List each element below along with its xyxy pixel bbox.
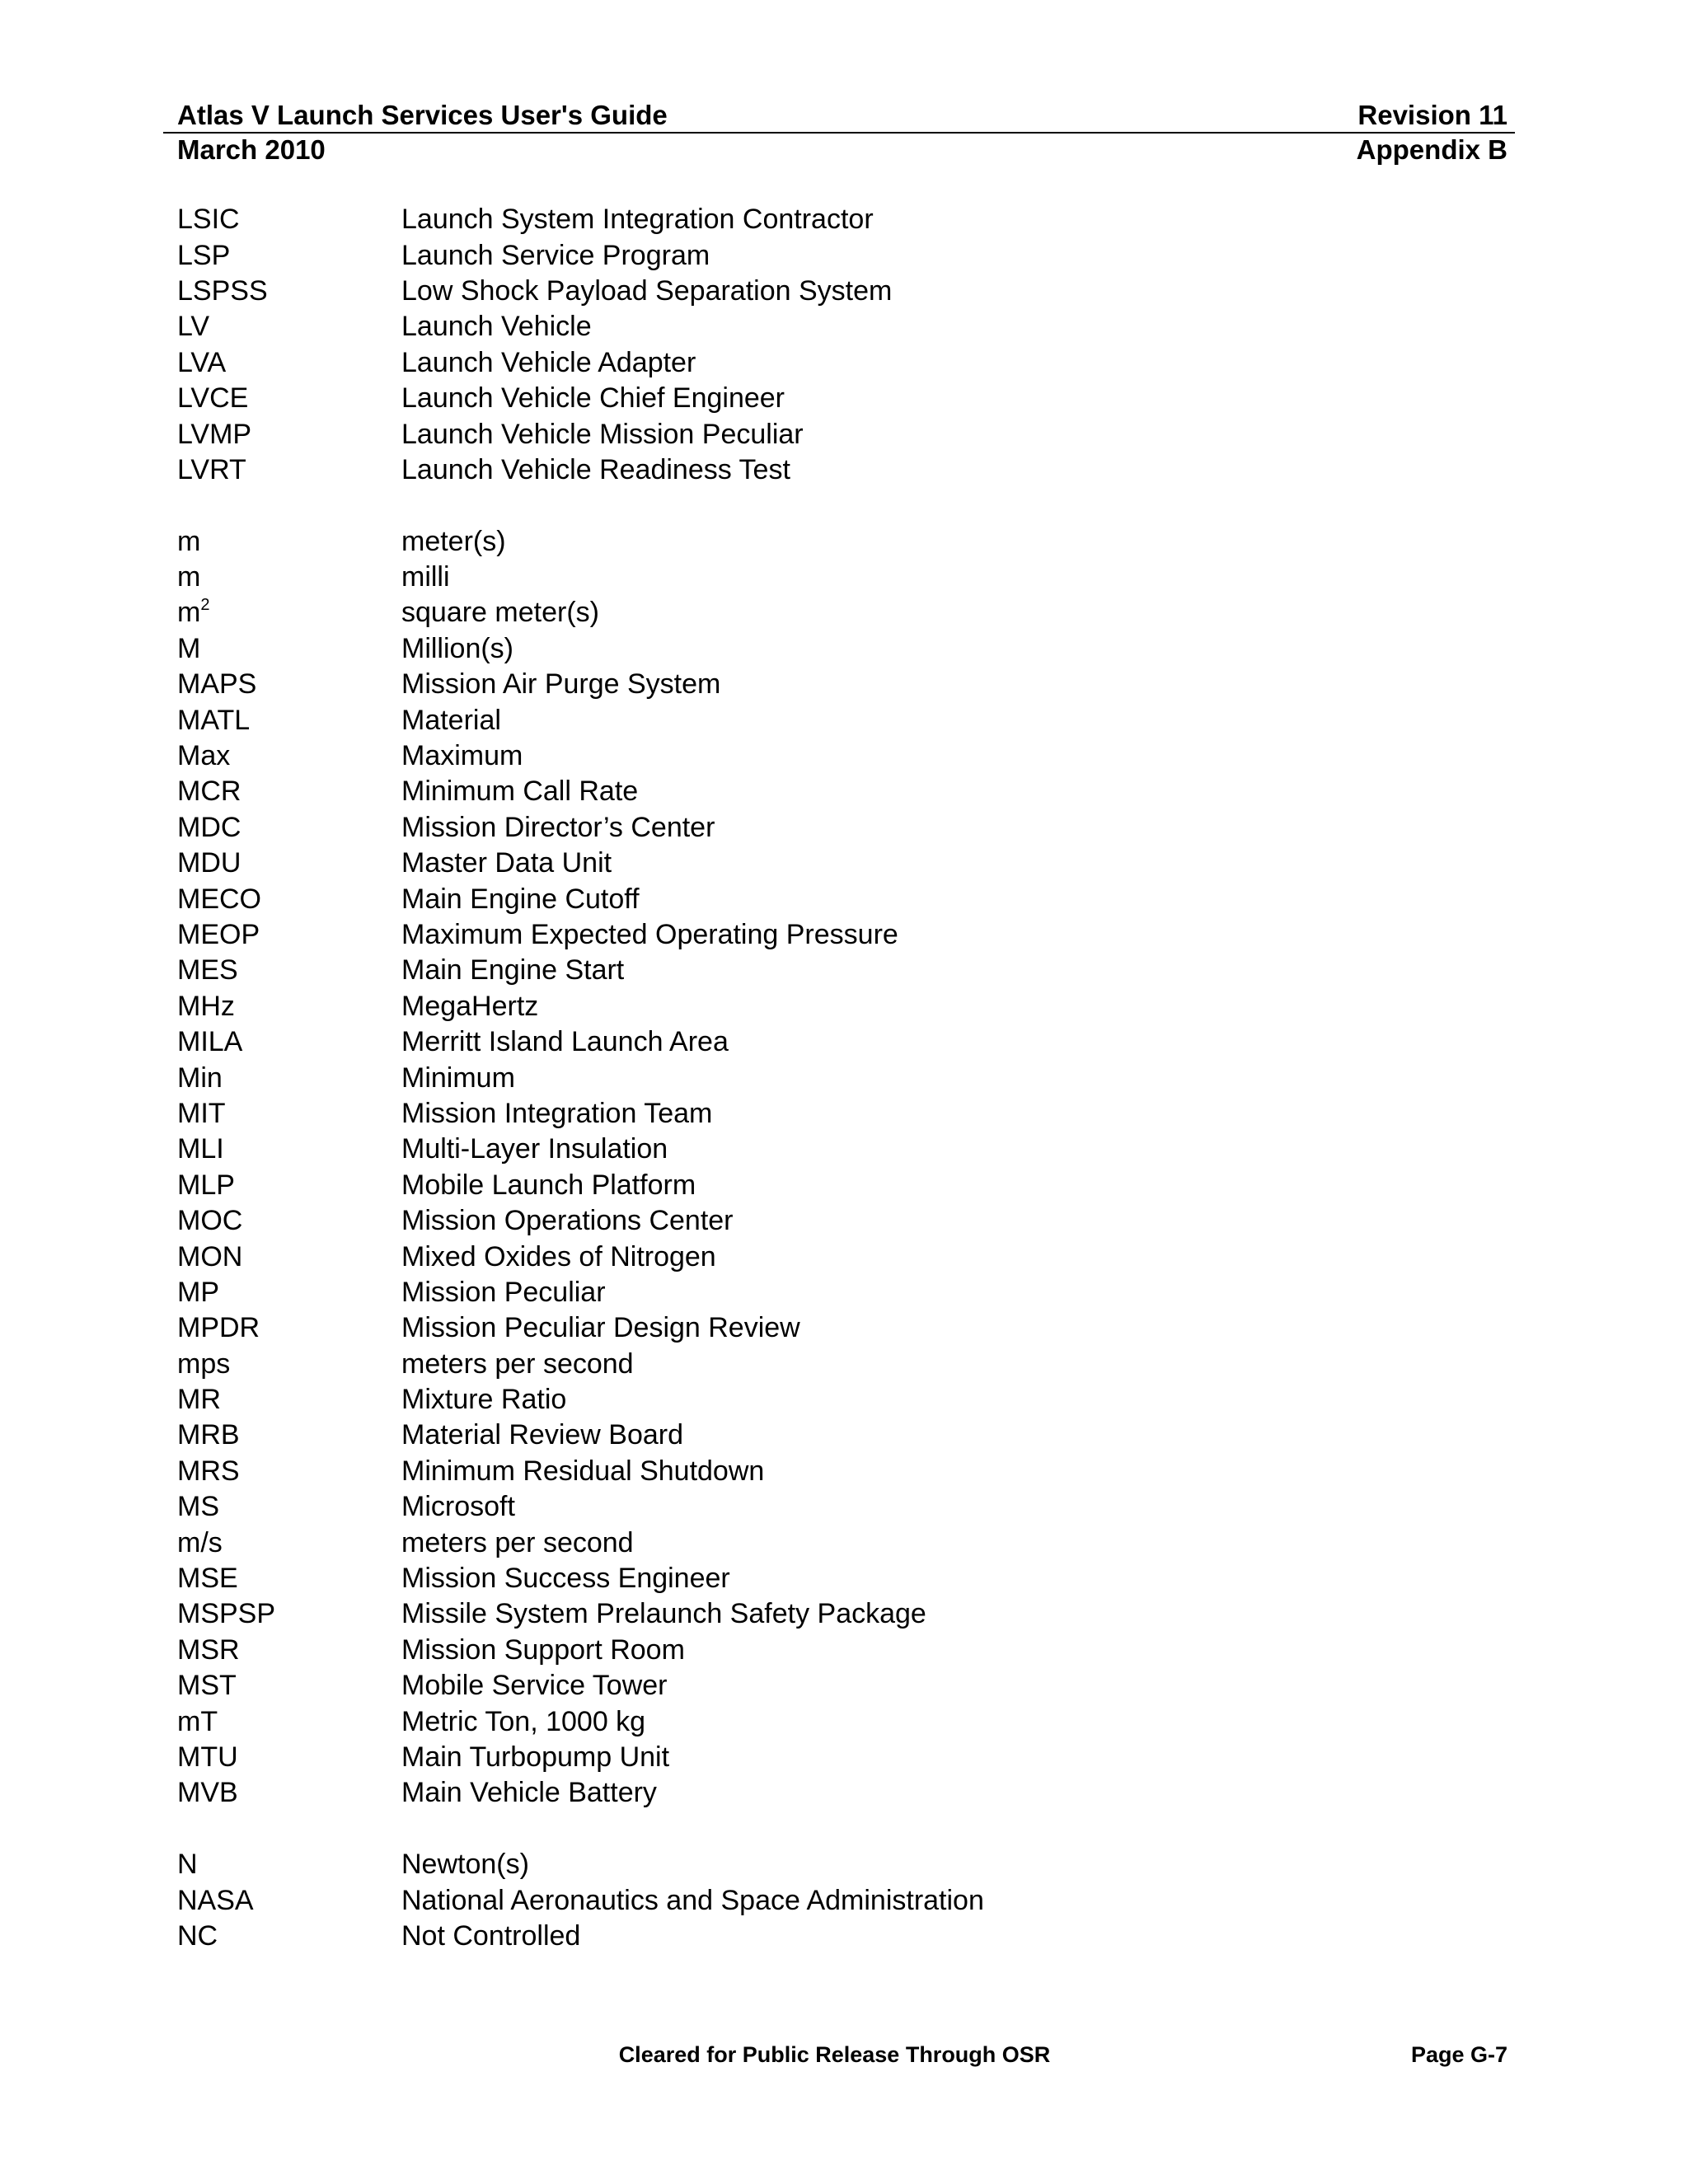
- acronym-text: Max: [177, 740, 231, 772]
- glossary-entry: [177, 1060, 1507, 1095]
- acronym-text: MILA: [177, 1026, 243, 1058]
- acronym: [177, 275, 401, 307]
- acronym: [177, 382, 401, 415]
- glossary-entry: [177, 237, 1507, 273]
- acronym-text: MVB: [177, 1777, 238, 1809]
- glossary-entry: [177, 989, 1507, 1024]
- acronym-text: MEOP: [177, 919, 260, 950]
- acronym: [177, 633, 401, 665]
- definition: Launch Vehicle Chief Engineer: [401, 382, 785, 415]
- definition: Mission Integration Team: [401, 1097, 713, 1129]
- glossary-entry: [177, 1275, 1507, 1310]
- definition: Mixture Ratio: [401, 1384, 567, 1416]
- glossary-entry: [177, 1847, 1507, 1882]
- acronym: [177, 1741, 401, 1774]
- definition: Launch Service Program: [401, 239, 710, 271]
- document-date: March 2010: [177, 134, 326, 165]
- acronym: [177, 311, 401, 343]
- glossary-entry: [177, 774, 1507, 809]
- definition: MegaHertz: [401, 990, 539, 1022]
- acronym-text: LSIC: [177, 204, 240, 236]
- acronym-text: MLI: [177, 1133, 224, 1165]
- definition: Mixed Oxides of Nitrogen: [401, 1240, 716, 1272]
- acronym: [177, 812, 401, 844]
- acronym-text: m: [177, 525, 201, 557]
- acronym-text: LVCE: [177, 382, 249, 415]
- definition: Launch Vehicle Readiness Test: [401, 453, 790, 485]
- glossary-entry: [177, 345, 1507, 381]
- definition: Mobile Launch Platform: [401, 1169, 696, 1201]
- definition: Million(s): [401, 632, 513, 664]
- acronym-text: mT: [177, 1705, 218, 1737]
- glossary-entry: [177, 1239, 1507, 1274]
- acronym: [177, 454, 401, 486]
- definition: Minimum Call Rate: [401, 776, 639, 808]
- glossary-entry: [177, 1775, 1507, 1811]
- acronym: [177, 847, 401, 879]
- definition: Maximum Expected Operating Pressure: [401, 919, 898, 950]
- acronym: [177, 1312, 401, 1344]
- definition: Master Data Unit: [401, 847, 612, 879]
- acronym-text: m: [177, 561, 201, 593]
- definition: Mission Director’s Center: [401, 811, 715, 843]
- acronym-text: MS: [177, 1491, 219, 1523]
- glossary-entry: [177, 846, 1507, 881]
- glossary-entry: [177, 1740, 1507, 1775]
- glossary-entry: [177, 381, 1507, 416]
- glossary-entry: [177, 1596, 1507, 1632]
- definition: Launch Vehicle Mission Peculiar: [401, 418, 804, 450]
- acronym-text: N: [177, 1849, 198, 1881]
- acronym: [177, 1241, 401, 1273]
- glossary-group: [177, 1847, 1507, 1954]
- glossary-entry: [177, 1132, 1507, 1167]
- definition: Mission Support Room: [401, 1633, 685, 1666]
- page-number: Page G-7: [1410, 2042, 1507, 2067]
- acronym: [177, 1598, 401, 1630]
- acronym-text: MATL: [177, 704, 251, 736]
- acronym: [177, 740, 401, 772]
- acronym-text: mps: [177, 1347, 231, 1380]
- definition: Minimum: [401, 1062, 515, 1094]
- acronym-text: LVMP: [177, 418, 252, 450]
- definition: Mission Operations Center: [401, 1205, 734, 1237]
- glossary-entry: [177, 1668, 1507, 1704]
- header-row-bottom: [177, 134, 1507, 166]
- acronym: [177, 1277, 401, 1309]
- header-row-top: [177, 99, 1507, 132]
- acronym-text: MIT: [177, 1097, 226, 1129]
- glossary-entry: [177, 1168, 1507, 1203]
- acronym: [177, 597, 401, 629]
- glossary-entry: [177, 738, 1507, 774]
- acronym-text: MPDR: [177, 1312, 260, 1344]
- acronym-text: MLP: [177, 1169, 235, 1201]
- acronym-text: LSPSS: [177, 274, 268, 307]
- acronym-text: MCR: [177, 776, 241, 808]
- glossary-entry: [177, 202, 1507, 237]
- glossary-group: [177, 202, 1507, 488]
- glossary-entry: [177, 1454, 1507, 1489]
- acronym: [177, 1026, 401, 1058]
- glossary-entry: [177, 1919, 1507, 1954]
- glossary-entry: [177, 1024, 1507, 1060]
- acronym-text: MOC: [177, 1205, 243, 1237]
- glossary-entry: [177, 917, 1507, 953]
- acronym: [177, 883, 401, 916]
- glossary-group: [177, 524, 1507, 1811]
- definition: Main Engine Cutoff: [401, 883, 640, 915]
- acronym: [177, 1133, 401, 1165]
- glossary-entry: [177, 1882, 1507, 1918]
- acronym: [177, 1706, 401, 1738]
- glossary-entry: [177, 1561, 1507, 1596]
- glossary-entry: [177, 1704, 1507, 1739]
- acronym-text: MHz: [177, 990, 235, 1022]
- glossary-entry: [177, 1418, 1507, 1453]
- glossary-entry: [177, 631, 1507, 667]
- acronym: [177, 991, 401, 1023]
- acronym: [177, 919, 401, 951]
- definition: Launch Vehicle Adapter: [401, 346, 696, 378]
- acronym: [177, 1098, 401, 1130]
- glossary-entry: [177, 1347, 1507, 1382]
- glossary-entry: [177, 1633, 1507, 1668]
- acronym: [177, 1885, 401, 1917]
- acronym: [177, 954, 401, 987]
- acronym-text: MSE: [177, 1563, 238, 1595]
- glossary-entry: [177, 1203, 1507, 1239]
- acronym-glossary: [177, 202, 1507, 1990]
- definition: Launch Vehicle: [401, 311, 592, 343]
- appendix-label: Appendix B: [1356, 134, 1507, 165]
- acronym-text: MDU: [177, 847, 241, 879]
- definition: Missile System Prelaunch Safety Package: [401, 1598, 926, 1630]
- glossary-entry: [177, 953, 1507, 988]
- definition: Low Shock Payload Separation System: [401, 274, 893, 307]
- acronym-text: MDC: [177, 811, 241, 843]
- acronym: [177, 526, 401, 558]
- acronym-text: MST: [177, 1670, 237, 1702]
- acronym: [177, 1670, 401, 1702]
- revision-label: Revision 11: [1357, 100, 1507, 130]
- acronym: [177, 1062, 401, 1094]
- acronym-text: M: [177, 632, 201, 664]
- definition: Main Engine Start: [401, 954, 625, 987]
- acronym-text: MTU: [177, 1741, 238, 1773]
- glossary-entry: [177, 702, 1507, 738]
- acronym: [177, 1634, 401, 1666]
- definition: Mission Success Engineer: [401, 1563, 730, 1595]
- acronym-text: NC: [177, 1919, 218, 1952]
- acronym-text: LVA: [177, 346, 227, 378]
- definition: meters per second: [401, 1526, 634, 1558]
- release-note: Cleared for Public Release Through OSR: [618, 2042, 1051, 2067]
- definition: Material: [401, 704, 501, 736]
- definition: Mission Peculiar Design Review: [401, 1312, 800, 1344]
- definition: Multi-Layer Insulation: [401, 1133, 668, 1165]
- glossary-entry: [177, 1310, 1507, 1346]
- acronym-text: LV: [177, 311, 210, 343]
- definition: square meter(s): [401, 597, 599, 629]
- definition: Mission Peculiar: [401, 1276, 606, 1308]
- glossary-entry: [177, 452, 1507, 488]
- acronym: [177, 668, 401, 701]
- acronym: [177, 347, 401, 379]
- glossary-entry: [177, 1489, 1507, 1525]
- acronym: [177, 1920, 401, 1952]
- acronym-text: MRS: [177, 1455, 240, 1487]
- definition: Material Review Board: [401, 1419, 684, 1451]
- glossary-entry: [177, 1096, 1507, 1132]
- acronym-text: MSPSP: [177, 1598, 276, 1630]
- acronym: [177, 1419, 401, 1451]
- definition: meter(s): [401, 525, 506, 557]
- acronym: [177, 776, 401, 808]
- glossary-entry: [177, 309, 1507, 344]
- definition: Not Controlled: [401, 1919, 581, 1952]
- definition: National Aeronautics and Space Administration: [401, 1884, 984, 1916]
- acronym-text: LVRT: [177, 453, 246, 485]
- definition: Maximum: [401, 740, 523, 772]
- acronym: [177, 204, 401, 236]
- glossary-entry: [177, 1525, 1507, 1560]
- acronym: [177, 419, 401, 451]
- acronym-text: MSR: [177, 1633, 240, 1666]
- document-title: Atlas V Launch Services User's Guide: [177, 100, 668, 130]
- glossary-entry: [177, 667, 1507, 702]
- glossary-entry: [177, 810, 1507, 846]
- acronym-text: MAPS: [177, 668, 257, 701]
- definition: Metric Ton, 1000 kg: [401, 1705, 646, 1737]
- definition: meters per second: [401, 1347, 634, 1380]
- definition: Launch System Integration Contractor: [401, 204, 874, 236]
- acronym-text: MES: [177, 954, 238, 987]
- acronym-text: m/s: [177, 1526, 223, 1558]
- definition: milli: [401, 561, 450, 593]
- glossary-entry: [177, 274, 1507, 309]
- definition: Mobile Service Tower: [401, 1670, 668, 1702]
- definition: Minimum Residual Shutdown: [401, 1455, 765, 1487]
- acronym-text: MON: [177, 1240, 243, 1272]
- acronym-text: m: [177, 597, 201, 629]
- acronym-text: Min: [177, 1062, 223, 1094]
- definition: Main Turbopump Unit: [401, 1741, 670, 1773]
- glossary-entry: [177, 560, 1507, 595]
- acronym-text: MRB: [177, 1419, 240, 1451]
- definition: Merritt Island Launch Area: [401, 1026, 729, 1058]
- acronym-text: LSP: [177, 239, 231, 271]
- acronym: [177, 1455, 401, 1488]
- definition: Microsoft: [401, 1491, 515, 1523]
- acronym: [177, 1205, 401, 1237]
- acronym: [177, 705, 401, 737]
- acronym-text: MECO: [177, 883, 261, 915]
- acronym: [177, 1169, 401, 1202]
- acronym: [177, 1348, 401, 1380]
- acronym: [177, 1849, 401, 1881]
- acronym-text: NASA: [177, 1884, 254, 1916]
- glossary-entry: [177, 1382, 1507, 1418]
- acronym: [177, 1563, 401, 1595]
- glossary-entry: [177, 595, 1507, 630]
- acronym-text: MP: [177, 1276, 219, 1308]
- acronym: [177, 1384, 401, 1416]
- acronym: [177, 1491, 401, 1523]
- glossary-entry: [177, 524, 1507, 560]
- glossary-entry: [177, 416, 1507, 452]
- acronym: [177, 240, 401, 272]
- acronym-text: MR: [177, 1384, 221, 1416]
- acronym: [177, 1527, 401, 1559]
- acronym: [177, 1777, 401, 1809]
- acronym-superscript: 2: [200, 596, 210, 615]
- definition: Mission Air Purge System: [401, 668, 721, 701]
- definition: Main Vehicle Battery: [401, 1777, 657, 1809]
- acronym: [177, 561, 401, 593]
- definition: Newton(s): [401, 1849, 529, 1881]
- glossary-entry: [177, 881, 1507, 916]
